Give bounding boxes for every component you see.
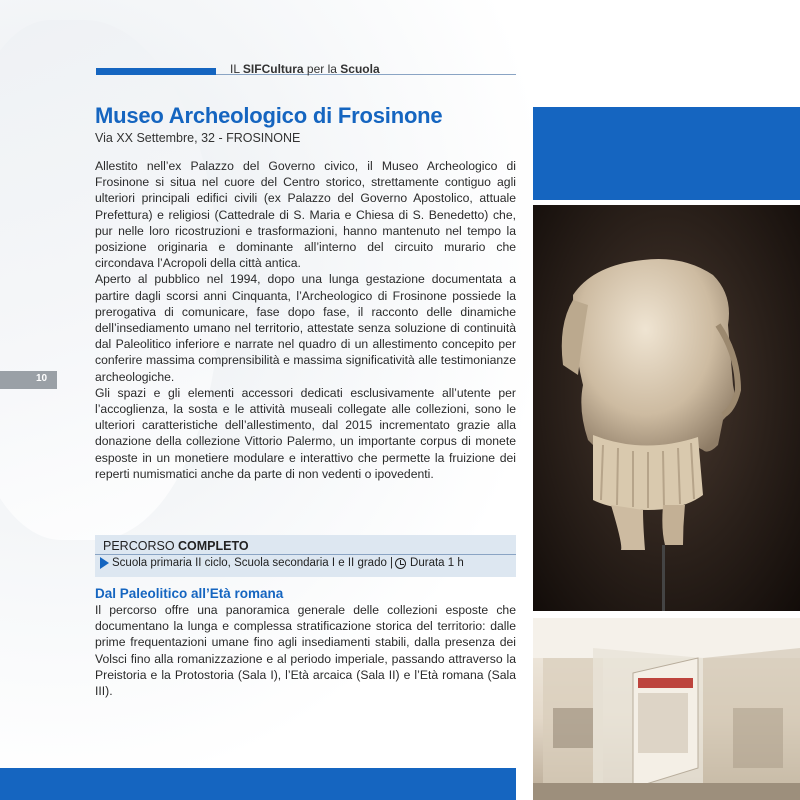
percorso-duration: Durata 1 h (410, 557, 464, 569)
museum-room-illustration (533, 618, 800, 800)
right-accent-block (533, 107, 800, 200)
page-title: Museo Archeologico di Frosinone (95, 103, 443, 128)
paragraph-2: Aperto al pubblico nel 1994, dopo una lunga gestazione documentata a partire dagli scorsi anni Cinquanta, l’Archeologico di Frosinone possiede la prerogativa di comunicare, fase dopo fase, il racconto delle dinamiche dell’insediamento umano nel territorio, attestate senza soluzione di continuità dal Paleolitico inferiore e narrate nel quadro di un allestimento concepito per conferire massima comprensibilità e massima significatività alle testimonianze archeologiche. (95, 272, 516, 384)
page-number-tab (0, 371, 57, 389)
header-brand: SIFCultura (242, 62, 304, 76)
footer-accent-bar (0, 768, 516, 800)
play-triangle-icon (100, 557, 109, 569)
percorso-label: PERCORSO (103, 539, 179, 553)
statue-photo (533, 205, 800, 611)
paragraph-1: Allestito nell’ex Palazzo del Governo civico, il Museo Archeologico di Frosinone si situa nel cuore del Centro storico, strettamente contiguo agli ulteriori principali edifici civili (ex Palazzo del Governo Apostolico, attuale Prefettura) e religiosi (Cattedrale di S. Maria e Chiesa di S. Benedetto) che, pur nelle loro ricostruzioni e trasformazioni, hanno mantenuto nel tempo la posizione originaria e dominante all’interno del circuito murario che circondava l’Acropoli della città antica. (95, 159, 516, 271)
header-prefix: IL (230, 62, 243, 76)
paragraph-3: Gli spazi e gli elementi accessori dedicati esclusivamente all’utente per l’accoglienza, la sosta e le attività museali collegate alle collezioni, sono le ulteriori caratteristiche dell’allestimento, dal 2015 incrementato grazie alla donazione della collezione Vittorio Palermo, un importante corpus di monete esposte in un monetiere modulare e interattivo che permette la fruizione dei reperti numismatici anche da parte di non vedenti o ipovedenti. (95, 385, 516, 481)
clock-icon (395, 558, 406, 569)
header-bold-end: Scuola (340, 62, 380, 76)
body-text (95, 158, 516, 482)
page-number: 10 (36, 373, 48, 384)
museum-room-photo (533, 618, 800, 800)
header-middle: per la (303, 62, 341, 76)
header-accent-bar (96, 68, 216, 75)
statue-illustration (533, 205, 800, 611)
section-title: Dal Paleolitico all’Età romana (95, 586, 284, 601)
percorso-title (103, 539, 249, 553)
running-header (230, 62, 380, 76)
percorso-info (100, 557, 464, 569)
section-text: Il percorso offre una panoramica generale delle collezioni esposte che documentano la lunga e complessa stratificazione storica del territorio: dalle prime frequentazioni umane fino agli insediamenti stabili, dalla presenza dei Volsci fino alla romanizzazione e al periodo imperiale, passando attraverso la Preistoria e la Protostoria (Sala I), l’Età arcaica (Sala II) e l’Età romana (Sala III). (95, 603, 516, 699)
percorso-audience: Scuola primaria II ciclo, Scuola secondaria I e II grado | (112, 557, 394, 569)
museum-address: Via XX Settembre, 32 - FROSINONE (95, 131, 301, 145)
percorso-label-bold: COMPLETO (178, 539, 249, 553)
percorso-rule (95, 554, 516, 555)
